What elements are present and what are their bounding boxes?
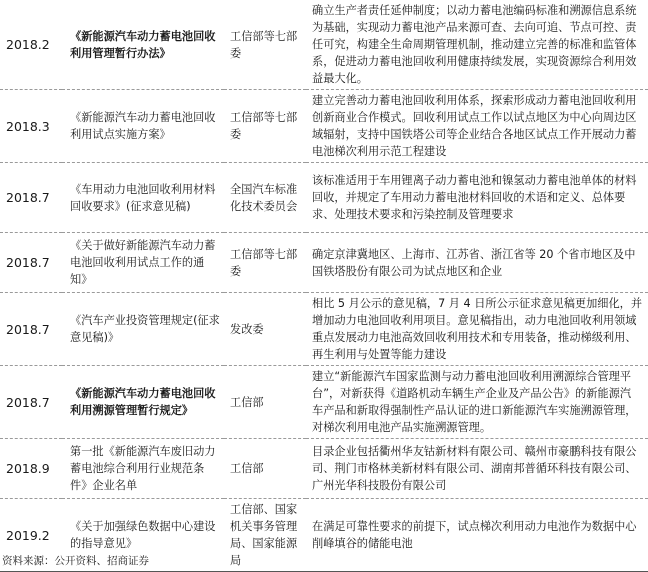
row-date: 2018.7 <box>0 366 62 439</box>
table-row <box>0 366 648 439</box>
row-department: 工信部等七部委 <box>224 0 306 90</box>
row-date: 2018.2 <box>0 0 62 90</box>
row-date: 2018.3 <box>0 90 62 163</box>
row-date: 2019.2 <box>0 499 62 572</box>
row-department: 工信部 <box>224 439 306 499</box>
row-document: 《新能源汽车动力蓄电池回收利用管理暂行办法》 <box>62 0 224 90</box>
table-row <box>0 90 648 163</box>
row-document: 《车用动力电池回收利用材料回收要求》(征求意见稿) <box>62 163 224 233</box>
row-department: 发改委 <box>224 293 306 366</box>
row-date: 2018.7 <box>0 233 62 293</box>
row-document: 《汽车产业投资管理规定(征求意见稿)》 <box>62 293 224 366</box>
row-department: 工信部等七部委 <box>224 233 306 293</box>
row-description: 确定京津冀地区、上海市、江苏省、浙江省等 20 个省市地区及中国铁塔股份有限公司为试点地区和企业 <box>306 233 648 293</box>
row-department: 工信部、国家机关事务管理局、国家能源局 <box>224 499 306 572</box>
table-row <box>0 439 648 499</box>
table-row <box>0 233 648 293</box>
row-date: 2018.7 <box>0 163 62 233</box>
table-row <box>0 163 648 233</box>
row-description: 相比 5 月公示的意见稿，7 月 4 日所公示征求意见稿更加细化，并增加动力电池回收利用项目。意见稿指出，动力电池回收利用领域重点发展动力电池高效回收利用技术和专用装备，推动梯级利用、再生利用与处置等能力建设 <box>306 293 648 366</box>
row-department: 工信部 <box>224 366 306 439</box>
row-description: 建立“新能源汽车国家监测与动力蓄电池回收利用溯源综合管理平台”，对新获得《道路机动车辆生产企业及产品公告》的新能源汽车产品和新取得强制性产品认证的进口新能源汽车实施溯源管理，对梯次利用电池产品实施溯源管理。 <box>306 366 648 439</box>
row-description: 在满足可靠性要求的前提下，试点梯次利用动力电池作为数据中心削峰填谷的储能电池 <box>306 499 648 572</box>
row-date: 2018.7 <box>0 293 62 366</box>
row-department: 全国汽车标准化技术委员会 <box>224 163 306 233</box>
row-date: 2018.9 <box>0 439 62 499</box>
row-description: 建立完善动力蓄电池回收利用体系，探索形成动力蓄电池回收利用创新商业合作模式。回收利用试点工作以试点地区为中心向周边区域辐射，支持中国铁塔公司等企业结合各地区试点工作开展动力蓄电池梯次利用示范工程建设 <box>306 90 648 163</box>
table-row <box>0 293 648 366</box>
table-row <box>0 0 648 90</box>
row-description: 目录企业包括衢州华友钴新材料有限公司、赣州市豪鹏科技有限公司、荆门市格林美新材料有限公司、湖南邦普循环科技有限公司、广州光华科技股份有限公司 <box>306 439 648 499</box>
row-department: 工信部等七部委 <box>224 90 306 163</box>
row-document: 《关于加强绿色数据中心建设的指导意见》 <box>62 499 224 572</box>
row-document: 《新能源汽车动力蓄电池回收利用试点实施方案》 <box>62 90 224 163</box>
row-description: 该标准适用于车用锂离子动力蓄电池和镍氢动力蓄电池单体的材料回收，并规定了车用动力蓄电池材料回收的术语和定义、总体要求、处理技术要求和污染控制及管理要求 <box>306 163 648 233</box>
row-document: 第一批《新能源汽车废旧动力蓄电池综合利用行业规范条件》企业名单 <box>62 439 224 499</box>
row-document: 《关于做好新能源汽车动力蓄电池回收利用试点工作的通知》 <box>62 233 224 293</box>
source-note: 资料来源：公开资料、招商证券 <box>2 555 149 567</box>
row-description: 确立生产者责任延伸制度；以动力蓄电池编码标准和溯源信息系统为基础，实现动力蓄电池产品来源可查、去向可追、节点可控、责任可究，构建全生命周期管理机制，推动建立完善的标准和监管体系，促进动力蓄电池回收利用健康持续发展，实现资源综合利用效益最大化。 <box>306 0 648 90</box>
row-document: 《新能源汽车动力蓄电池回收利用溯源管理暂行规定》 <box>62 366 224 439</box>
